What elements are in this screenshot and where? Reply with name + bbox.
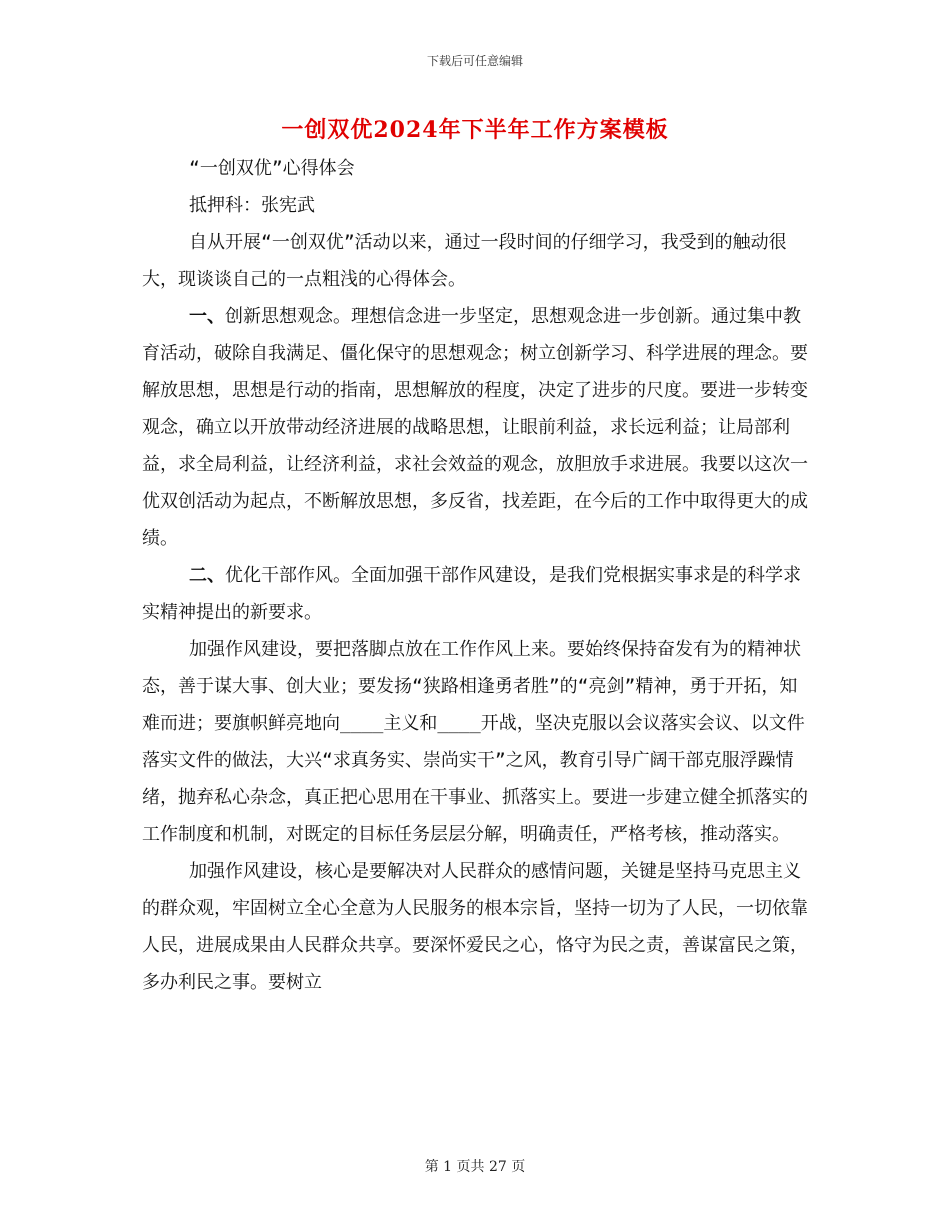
author-line: 抵押科：张宪武 bbox=[189, 195, 315, 216]
intro-paragraph: 自从开展“一创双优”活动以来，通过一段时间的仔细学习，我受到的触动很大，现谈谈自己的一点粗浅的心得体会。 bbox=[142, 232, 787, 290]
subtitle: “一创双优”心得体会 bbox=[189, 158, 355, 179]
page-footer: 第 1 页共 27 页 bbox=[424, 1159, 526, 1175]
section-2-paragraph bbox=[142, 557, 810, 631]
section-1-text: 创新思想观念。理想信念进一步坚定，思想观念进一步创新。通过集中教育活动，破除自我满足、僵化保守的思想观念；树立创新学习、科学进展的理念。要解放思想，思想是行动的指南，思想解放的程度，决定了进步的尺度。要进一步转变观念，确立以开放带动经济进展的战略思想，让眼前利益，求长远利益；让局部利益，求全局利益，让经济利益，求社会效益的观念，放胆放手求进展。我要以这次一优双创活动为起点，不断解放思想，多反省，找差距，在今后的工作中取得更大的成绩。 bbox=[142, 306, 808, 549]
section-1-paragraph bbox=[142, 298, 810, 557]
header-note: 下载后可任意编辑 bbox=[426, 54, 523, 68]
section-2-heading: 二、 bbox=[189, 565, 225, 586]
paragraph-4: 加强作风建设，核心是要解决对人民群众的感情问题，关键是坚持马克思主义的群众观，牢固树立全心全意为人民服务的根本宗旨，坚持一切为了人民，一切依靠人民，进展成果由人民群众共享。要深怀爱民之心，恪守为民之责，善谋富民之策，多办利民之事。要树立 bbox=[142, 861, 808, 993]
paragraph-3: 加强作风建设，要把落脚点放在工作作风上来。要始终保持奋发有为的精神状态，善于谋大事、创大业；要发扬“狭路相逢勇者胜”的“亮剑”精神，勇于开拓，知难而进；要旗帜鲜亮地向____主义和____开战，坚决克服以会议落实会议、以文件落实文件的做法，大兴“求真务实、崇尚实干”之风，教育引导广阔干部克服浮躁情绪，抛弃私心杂念，真正把心思用在干事业、抓落实上。要进一步建立健全抓落实的工作制度和机制，对既定的目标任务层层分解，明确责任，严格考核，推动落实。 bbox=[142, 639, 808, 845]
page-title: 一创双优2024年下半年工作方案模板 bbox=[281, 117, 669, 143]
section-2-text: 优化干部作风。全面加强干部作风建设，是我们党根据实事求是的科学求实精神提出的新要求。 bbox=[142, 565, 801, 623]
document-body bbox=[142, 150, 810, 1001]
section-1-heading: 一、 bbox=[189, 306, 225, 327]
